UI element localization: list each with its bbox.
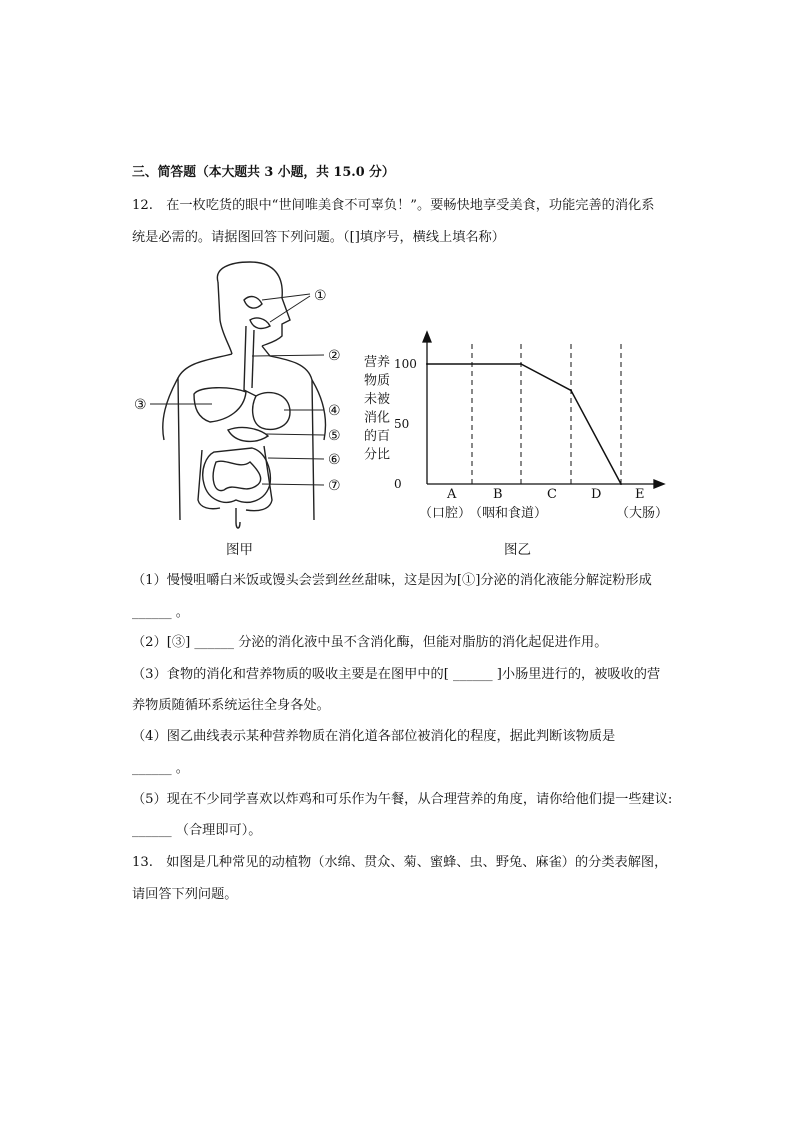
- series-line: [427, 364, 621, 484]
- section-heading: 三、简答题（本大题共 3 小题，共 15.0 分）: [132, 165, 395, 180]
- data-point: [570, 389, 572, 391]
- y-axis-label-line: 分比: [364, 447, 391, 463]
- subq1-line2: ______ 。: [132, 605, 189, 620]
- y-axis-label-line: 物质: [364, 373, 391, 389]
- label-6: ⑥: [328, 452, 341, 468]
- subq4-line1: （4）图乙曲线表示某种营养物质在消化道各部位被消化的程度，据此判断该物质是: [132, 729, 616, 744]
- y-axis-label-line: 消化: [364, 410, 391, 426]
- subq1-line1: （1）慢慢咀嚼白米饭或馒头会尝到丝丝甜味，这是因为[①]分泌的消化液能分解淀粉形成: [132, 573, 652, 588]
- y-tick-label: 100: [394, 357, 417, 371]
- x-category-note: （大肠）: [616, 506, 669, 521]
- x-axis-arrow: [654, 480, 664, 488]
- q12-stem-line1: 12. 在一枚吃货的眼中“世间唯美食不可辜负！”。要畅快地享受美食，功能完善的消化系: [132, 198, 655, 213]
- q13-stem-line2: 请回答下列问题。: [132, 887, 238, 902]
- subq3-line2: 养物质随循环系统运往全身各处。: [132, 698, 330, 713]
- q12-stem-line2: 统是必需的。请据图回答下列问题。（[]填序号，横线上填名称）: [132, 230, 505, 245]
- x-category-label: A: [447, 487, 457, 502]
- caption-figure-b: 图乙: [504, 542, 531, 558]
- label-5: ⑤: [328, 428, 341, 444]
- x-category-note: （口腔）: [419, 506, 472, 521]
- subq2-line1: （2）[③] ______ 分泌的消化液中虽不含消化酶，但能对脂肪的消化起促进作用。: [132, 635, 608, 650]
- y-axis-arrow: [423, 332, 431, 342]
- x-category-label: D: [591, 487, 602, 502]
- label-3: ③: [134, 397, 147, 413]
- subq4-line2: ______ 。: [132, 761, 189, 776]
- label-1: ①: [314, 288, 327, 304]
- x-category-note: （咽和食道）: [469, 506, 548, 521]
- caption-figure-a: 图甲: [226, 542, 253, 558]
- subq3-line1: （3）食物的消化和营养物质的吸收主要是在图甲中的[ ______ ]小肠里进行的，被吸收的营: [132, 667, 661, 682]
- x-category-label: C: [547, 487, 557, 502]
- label-7: ⑦: [328, 478, 341, 494]
- subq5-line1: （5）现在不少同学喜欢以炸鸡和可乐作为午餐，从合理营养的角度，请你给他们提一些建议:: [132, 792, 673, 807]
- data-point: [520, 363, 522, 365]
- y-tick-label: 0: [394, 477, 402, 491]
- digestion-chart: [0, 0, 794, 560]
- data-point: [620, 483, 622, 485]
- x-category-label: B: [493, 487, 503, 502]
- y-axis-label-line: 未被: [364, 392, 391, 407]
- q13-stem-line1: 13. 如图是几种常见的动植物（水绵、贯众、菊、蜜蜂、虫、野兔、麻雀）的分类表解图，: [132, 855, 668, 870]
- y-axis-label-line: 营养: [364, 355, 391, 370]
- label-4: ④: [328, 403, 341, 419]
- data-point: [426, 363, 428, 365]
- label-2: ②: [328, 348, 341, 364]
- x-category-label: E: [635, 487, 645, 502]
- y-axis-label-line: 的百: [364, 429, 391, 444]
- y-tick-label: 50: [394, 417, 410, 431]
- subq5-line2: ______ （合理即可）。: [132, 823, 262, 838]
